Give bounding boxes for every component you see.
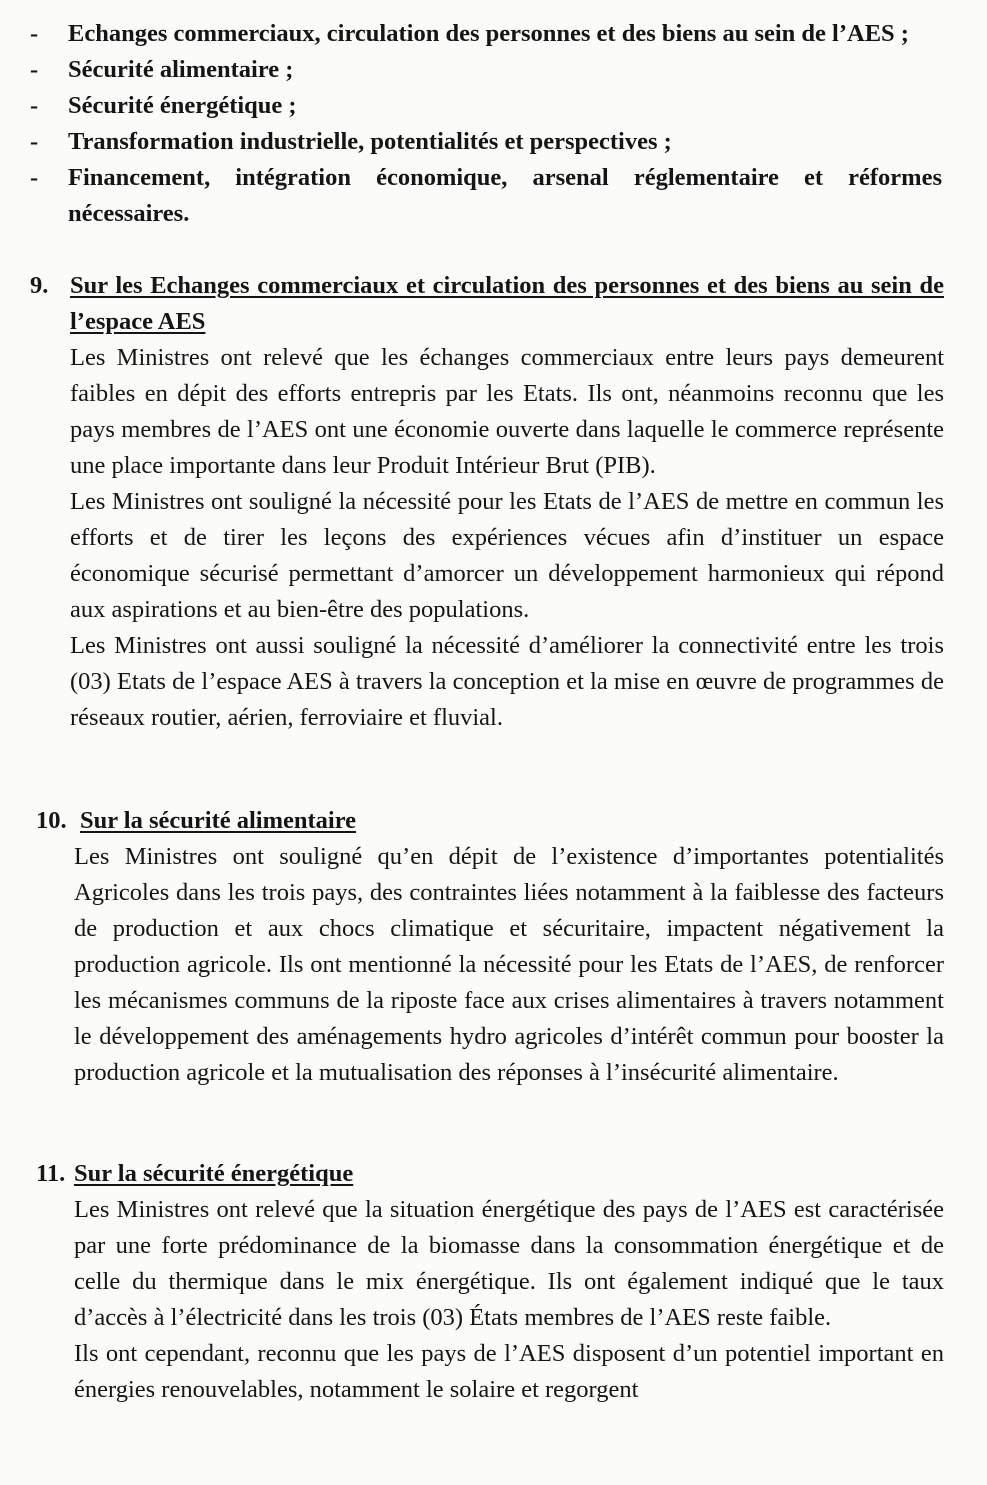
list-item-text: Transformation industrielle, potentialités et perspectives ; [68,128,672,155]
list-item-text: Sécurité alimentaire ; [68,56,294,83]
section-title: Sur les Echanges commerciaux et circulation des personnes et des biens au sein de l’espace AES [70,272,944,335]
section-number: 11. [36,1160,66,1187]
list-item-text: Sécurité énergétique ; [68,92,297,119]
section-heading [30,268,944,340]
list-item-text: Echanges commerciaux, circulation des personnes et des biens au sein de l’AES ; [68,20,909,47]
section-10 [30,803,944,1091]
paragraph: Les Ministres ont aussi souligné la nécessité d’améliorer la connectivité entre les trois (03) Etats de l’espace AES à travers la conception et la mise en œuvre de programmes de réseaux routier, aérien, ferroviaire et fluvial. [70,632,944,731]
section-9 [30,268,944,736]
paragraph: Les Ministres ont relevé que les échanges commerciaux entre leurs pays demeurent faibles en dépit des efforts entrepris par les Etats. Ils ont, néanmoins reconnu que les pays membres de l’AES ont une économie ouverte dans laquelle le commerce représente une place importante dans leur Produit Intérieur Brut (PIB). [70,344,944,479]
list-item: - Financement, intégration économique, arsenal réglementaire et réformes nécessaires. [30,160,942,232]
section-body [30,839,944,1091]
section-title: Sur la sécurité alimentaire [80,807,357,834]
topic-list [30,16,942,232]
section-number: 10. [36,807,67,834]
paragraph: Ils ont cependant, reconnu que les pays de l’AES disposent d’un potentiel important en énergies renouvelables, notamment le solaire et regorgent [74,1340,944,1403]
list-item: - Echanges commerciaux, circulation des personnes et des biens au sein de l’AES ; [30,16,942,52]
paragraph: Les Ministres ont souligné qu’en dépit de l’existence d’importantes potentialités Agricoles dans les trois pays, des contraintes liées notamment à la faiblesse des facteurs de production et aux chocs climatique et sécuritaire, impactent négativement la production agricole. Ils ont mentionné la nécessité pour les Etats de l’AES, de renforcer les mécanismes communs de la riposte face aux crises alimentaires à travers notamment le développement des aménagements hydro agricoles d’intérêt commun pour booster la production agricole et la mutualisation des réponses à l’insécurité alimentaire. [74,843,944,1086]
section-title: Sur la sécurité énergétique [74,1160,354,1187]
section-heading [30,1156,944,1192]
list-item-text: Financement, intégration économique, arsenal réglementaire et réformes nécessaires. [68,164,942,227]
section-11 [30,1156,944,1408]
list-item: - Sécurité alimentaire ; [30,52,942,88]
section-number: 9. [30,272,49,299]
paragraph: Les Ministres ont souligné la nécessité pour les Etats de l’AES de mettre en commun les efforts et de tirer les leçons des expériences vécues afin d’instituer un espace économique sécurisé permettant d’amorcer un développement harmonieux qui répond aux aspirations et au bien-être des populations. [70,488,944,623]
section-body [30,340,944,736]
list-item: - Sécurité énergétique ; [30,88,942,124]
list-item: - Transformation industrielle, potentialités et perspectives ; [30,124,942,160]
paragraph: Les Ministres ont relevé que la situation énergétique des pays de l’AES est caractérisée par une forte prédominance de la biomasse dans la consommation énergétique et de celle du thermique dans le mix énergétique. Ils ont également indiqué que le taux d’accès à l’électricité dans les trois (03) États membres de l’AES reste faible. [74,1196,944,1331]
section-body [30,1192,944,1408]
section-heading [30,803,944,839]
